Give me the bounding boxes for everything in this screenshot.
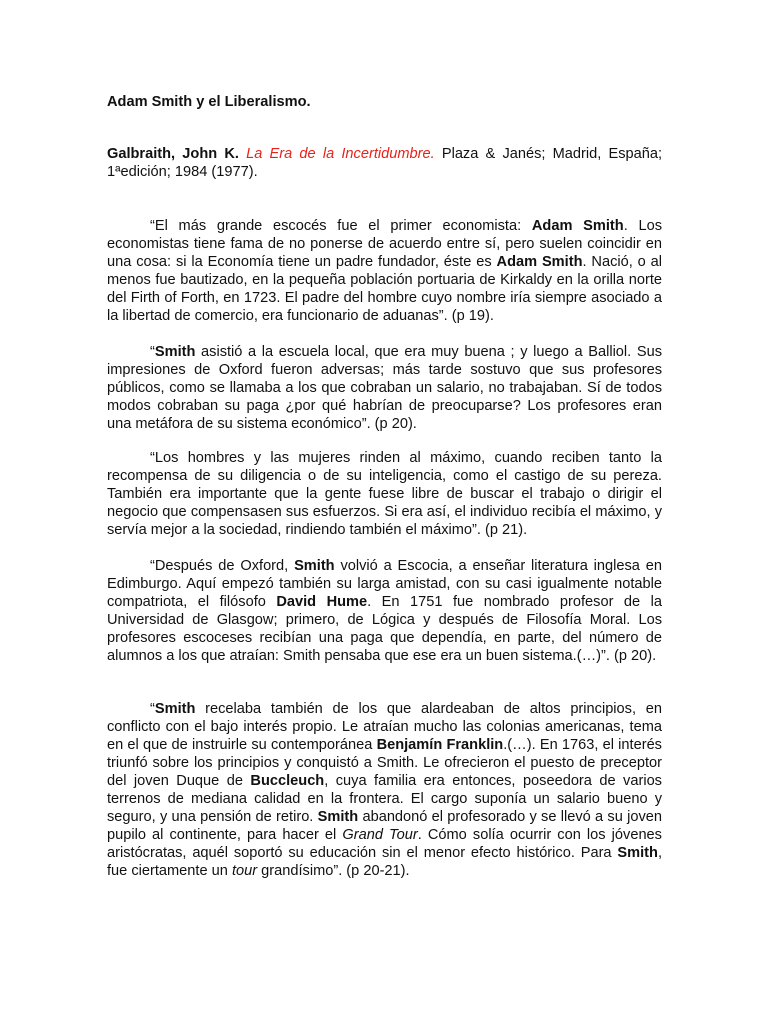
quote-paragraph xyxy=(107,217,662,325)
italic-term: tour xyxy=(231,863,258,879)
paragraph-text: . Nació, o al menos fue bautizado, en la pequeña población portuaria de Kirkaldy en la orilla norte del Firth of Forth, en 1723. El padre del hombre cuyo nombre iría siempre asociado a la libertad de comercio, era funcionario de aduanas”. (p 19). xyxy=(107,254,663,324)
paragraph-text: recelaba también de los que alardeaban de altos principios, en conflicto con el bajo interés propio. Le atraían mucho las colonias americanas, tema en el que de instruirle su contemporánea xyxy=(107,701,662,753)
emphasized-name: Smith xyxy=(154,701,196,717)
emphasized-name: Smith xyxy=(294,558,335,574)
emphasized-name: Smith xyxy=(154,344,196,360)
paragraph-text: grandísimo”. (p 20-21). xyxy=(257,863,410,879)
paragraph-text: . En 1751 fue nombrado profesor de la Universidad de Glasgow; primero, de Lógica y después de Filosofía Moral. Los profesores escoceses recibían una paga que dependía, en parte, del número de alumnos a los que atraían: Smith pensaba que ese era un buen sistema.(…)”. (p 20). xyxy=(107,594,662,664)
quote-paragraph xyxy=(107,343,662,433)
paragraph-text: volvió a Escocia, a enseñar literatura inglesa en Edimburgo. Aquí empezó también su larga amistad, con su casi igualmente notable compatriota, el filósofo xyxy=(107,558,662,610)
emphasized-name: Adam Smith xyxy=(496,254,583,270)
emphasized-name: Buccleuch xyxy=(250,773,325,789)
citation-details: Plaza & Janés; Madrid, España; 1ªedición; 1984 (1977). xyxy=(107,146,663,180)
citation-author: Galbraith, John K. xyxy=(107,146,239,162)
document-title: Adam Smith y el Liberalismo. xyxy=(107,94,311,110)
paragraph-text: , fue ciertamente un xyxy=(107,845,662,879)
bibliographic-citation xyxy=(107,145,662,181)
quote-paragraph xyxy=(107,557,662,665)
emphasized-name: Smith xyxy=(317,809,359,825)
paragraph-text: abandonó el profesorado y se llevó a su joven pupilo al continente, para hacer el xyxy=(107,809,662,843)
paragraph-text: . Los economistas tiene fama de no ponerse de acuerdo entre sí, pero suelen coincidir en una cosa: si la Economía tiene un padre fundador, éste es xyxy=(107,218,662,270)
paragraph-text: “ xyxy=(150,344,155,360)
paragraph-text: “Después de Oxford, xyxy=(150,558,295,574)
emphasized-name: David Hume xyxy=(276,594,368,610)
emphasized-name: Benjamín Franklin xyxy=(376,737,504,753)
paragraph-text: . Cómo solía ocurrir con los jóvenes aristócratas, aquél soportó su educación sin el menor efecto histórico. Para xyxy=(107,827,662,861)
quote-paragraph xyxy=(107,700,662,880)
paragraph-text: “El más grande escocés fue el primer economista: xyxy=(150,218,532,234)
paragraph-text: “ xyxy=(150,701,155,717)
paragraph-text: “Los hombres y las mujeres rinden al máximo, cuando reciben tanto la recompensa de su diligencia o de su inteligencia, como el castigo de su pereza. También era importante que la gente fuese libre de buscar el trabajo o dirigir el negocio que compensasen sus esfuerzos. Si era así, el individuo recibía el máximo, y servía mejor a la sociedad, rindiendo también el máximo”. (p 21). xyxy=(107,450,662,538)
emphasized-name: Smith xyxy=(617,845,658,861)
paragraph-text: asistió a la escuela local, que era muy buena ; y luego a Balliol. Sus impresiones de Oxford fueron adversas; más tarde sostuvo que sus profesores públicos, como se llamaba a los que cobraban un salario, no trabajaban. Sí de todos modos cobraban su paga ¿por qué habrían de preocuparse? Los profesores eran una metáfora de su sistema económico”. (p 20). xyxy=(107,344,662,432)
paragraph-text: , cuya familia era entonces, poseedora de varios terrenos de mediana calidad en la frontera. El cargo suponía un salario bueno y seguro, y una pensión de retiro. xyxy=(107,773,662,825)
citation-work-title: La Era de la Incertidumbre. xyxy=(246,146,435,162)
emphasized-name: Adam Smith xyxy=(531,218,624,234)
paragraph-text: .(…). En 1763, el interés triunfó sobre los principios y conquistó a Smith. Le ofrecieron el puesto de preceptor del joven Duque de xyxy=(107,737,662,789)
quote-paragraph xyxy=(107,449,662,539)
italic-term: Grand Tour xyxy=(342,827,418,843)
